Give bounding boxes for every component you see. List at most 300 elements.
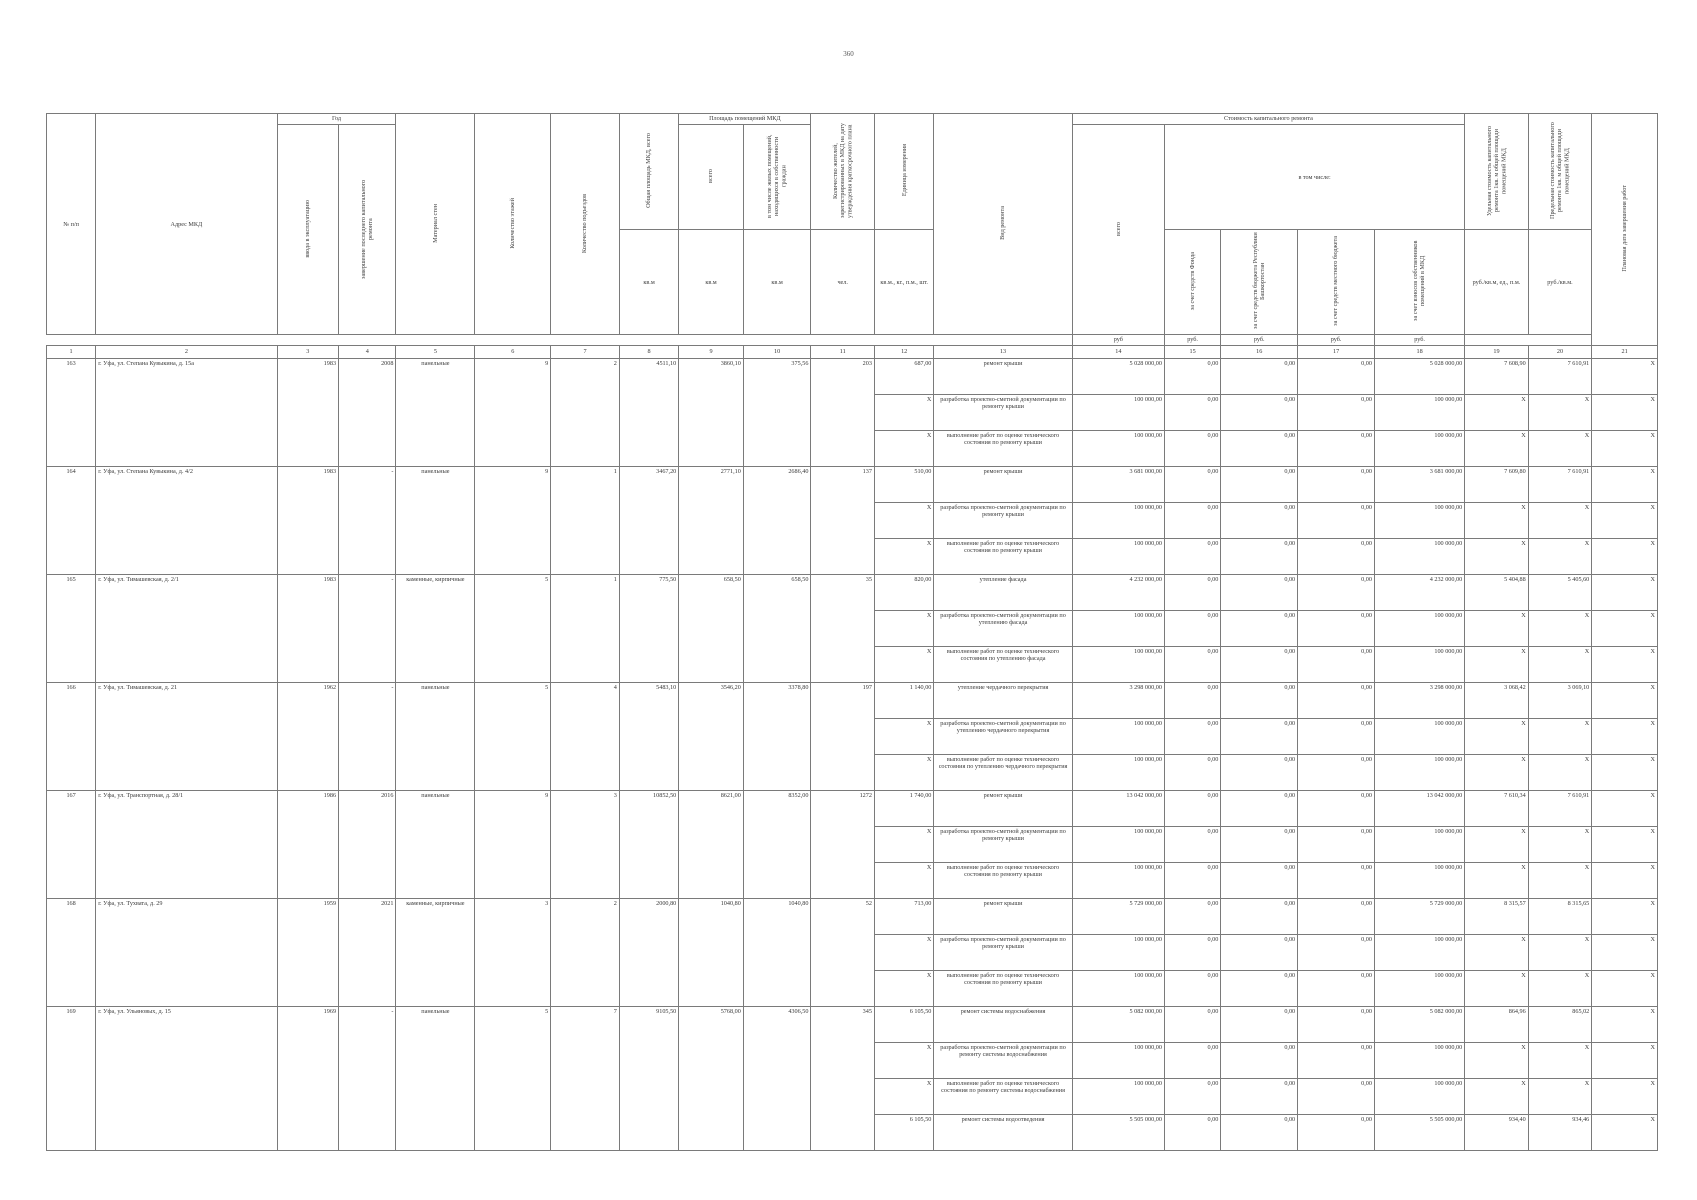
cost-fund: 0,00	[1164, 862, 1220, 898]
column-number: 19	[1465, 345, 1529, 358]
rooms-residential: 8352,00	[743, 790, 811, 898]
repair-type: разработка проектно-сметной документации по ремонту системы водоснабжения	[934, 1042, 1072, 1078]
residents-count: 35	[811, 574, 875, 682]
specific-cost: X	[1465, 1042, 1529, 1078]
cost-local: 0,00	[1298, 1042, 1375, 1078]
cost-owners: 100 000,00	[1374, 754, 1464, 790]
residents-count: 1272	[811, 790, 875, 898]
cost-owners: 100 000,00	[1374, 1042, 1464, 1078]
measure-value: X	[874, 538, 933, 574]
rooms-residential: 4306,50	[743, 1006, 811, 1150]
cost-total: 100 000,00	[1072, 538, 1164, 574]
repair-type: выполнение работ по оценке технического состояния по ремонту крыши	[934, 862, 1072, 898]
cost-total: 100 000,00	[1072, 754, 1164, 790]
measure-value: X	[874, 610, 933, 646]
house-address: г. Уфа, ул. Тухвата, д. 29	[96, 898, 277, 1006]
cost-owners: 100 000,00	[1374, 1078, 1464, 1114]
measure-value: X	[874, 934, 933, 970]
year-commission: 1983	[277, 358, 338, 466]
year-last-repair: -	[339, 682, 396, 790]
header-address: Адрес МКД	[96, 114, 277, 335]
repair-type: утепление фасада	[934, 574, 1072, 610]
house-address: г. Уфа, ул. Степана Кувыкина, д. 4/2	[96, 466, 277, 574]
cost-total: 100 000,00	[1072, 610, 1164, 646]
column-number: 15	[1164, 345, 1220, 358]
house-number: 168	[47, 898, 96, 1006]
repair-type: ремонт системы водоснабжения	[934, 1006, 1072, 1042]
planned-date: X	[1592, 682, 1658, 718]
cost-local: 0,00	[1298, 646, 1375, 682]
cost-total: 100 000,00	[1072, 646, 1164, 682]
measure-value: X	[874, 1042, 933, 1078]
column-number: 20	[1528, 345, 1592, 358]
planned-date: X	[1592, 826, 1658, 862]
repair-type: выполнение работ по оценке технического состояния по утеплению чердачного перекрытия	[934, 754, 1072, 790]
planned-date: X	[1592, 358, 1658, 394]
cost-republic: 0,00	[1221, 1006, 1298, 1042]
entrances-count: 1	[551, 574, 620, 682]
year-commission: 1959	[277, 898, 338, 1006]
header-year-group: Год	[277, 114, 396, 125]
cost-total: 5 729 000,00	[1072, 898, 1164, 934]
max-cost: X	[1528, 1042, 1592, 1078]
cost-republic: 0,00	[1221, 790, 1298, 826]
cost-owners: 5 082 000,00	[1374, 1006, 1464, 1042]
cost-local: 0,00	[1298, 1114, 1375, 1150]
cost-local: 0,00	[1298, 862, 1375, 898]
cost-total: 100 000,00	[1072, 1042, 1164, 1078]
house-address: г. Уфа, ул. Ульяновых, д. 15	[96, 1006, 277, 1150]
header-rooms-area-group: Площадь помещений МКД	[679, 114, 811, 125]
column-number: 12	[874, 345, 933, 358]
cost-fund: 0,00	[1164, 790, 1220, 826]
repair-type: разработка проектно-сметной документации по ремонту крыши	[934, 826, 1072, 862]
cost-local: 0,00	[1298, 1078, 1375, 1114]
cost-total: 5 028 000,00	[1072, 358, 1164, 394]
table-row	[47, 466, 1658, 502]
cost-local: 0,00	[1298, 394, 1375, 430]
rooms-residential: 658,50	[743, 574, 811, 682]
cost-local: 0,00	[1298, 934, 1375, 970]
cost-fund: 0,00	[1164, 466, 1220, 502]
header-cost-group: Стоимость капитального ремонта	[1072, 114, 1464, 125]
specific-cost: X	[1465, 934, 1529, 970]
total-area: 5483,10	[619, 682, 678, 790]
measure-value: X	[874, 826, 933, 862]
house-number: 166	[47, 682, 96, 790]
cost-republic: 0,00	[1221, 574, 1298, 610]
cost-local: 0,00	[1298, 466, 1375, 502]
cost-fund: 0,00	[1164, 1006, 1220, 1042]
max-cost: X	[1528, 538, 1592, 574]
cost-total: 4 232 000,00	[1072, 574, 1164, 610]
cost-fund: 0,00	[1164, 826, 1220, 862]
max-cost: 3 069,10	[1528, 682, 1592, 718]
max-cost: X	[1528, 754, 1592, 790]
planned-date: X	[1592, 754, 1658, 790]
cost-local: 0,00	[1298, 502, 1375, 538]
max-cost: X	[1528, 1078, 1592, 1114]
measure-value: 1 740,00	[874, 790, 933, 826]
max-cost: 5 405,60	[1528, 574, 1592, 610]
cost-total: 100 000,00	[1072, 826, 1164, 862]
table-row	[47, 682, 1658, 718]
year-commission: 1969	[277, 1006, 338, 1150]
cost-republic: 0,00	[1221, 358, 1298, 394]
house-address: г. Уфа, ул. Тимашевская, д. 2/1	[96, 574, 277, 682]
cost-total: 3 298 000,00	[1072, 682, 1164, 718]
header-repair-type: Вид ремонта	[934, 114, 1072, 335]
cost-owners: 100 000,00	[1374, 646, 1464, 682]
cost-owners: 100 000,00	[1374, 610, 1464, 646]
year-last-repair: 2021	[339, 898, 396, 1006]
specific-cost: 8 315,57	[1465, 898, 1529, 934]
header-cost-incl: в том числе:	[1164, 125, 1464, 230]
unit-rub-total: руб	[1072, 335, 1164, 345]
header-total-area: Общая площадь МКД, всего	[619, 114, 678, 230]
column-number: 13	[934, 345, 1072, 358]
cost-republic: 0,00	[1221, 1078, 1298, 1114]
unit-max: руб./кв.м.	[1528, 230, 1592, 335]
specific-cost: 5 404,88	[1465, 574, 1529, 610]
planned-date: X	[1592, 610, 1658, 646]
cost-fund: 0,00	[1164, 646, 1220, 682]
repair-type: разработка проектно-сметной документации по ремонту крыши	[934, 394, 1072, 430]
specific-cost: X	[1465, 970, 1529, 1006]
header-cost-total: всего	[1072, 125, 1164, 335]
header-cost-owners: за счет взносов собственников помещений в МКД	[1374, 230, 1464, 335]
header-year-commission: ввода в эксплуатацию	[277, 125, 338, 335]
table-row	[47, 898, 1658, 934]
rooms-residential: 2686,40	[743, 466, 811, 574]
cost-fund: 0,00	[1164, 1042, 1220, 1078]
max-cost: 8 315,65	[1528, 898, 1592, 934]
unit-rub-owners: руб.	[1374, 335, 1464, 345]
planned-date: X	[1592, 1078, 1658, 1114]
cost-total: 5 082 000,00	[1072, 1006, 1164, 1042]
repair-type: выполнение работ по оценке технического состояния по ремонту системы водоснабжения	[934, 1078, 1072, 1114]
rooms-residential: 375,56	[743, 358, 811, 466]
cost-republic: 0,00	[1221, 718, 1298, 754]
cost-total: 100 000,00	[1072, 430, 1164, 466]
cost-fund: 0,00	[1164, 430, 1220, 466]
measure-value: 1 140,00	[874, 682, 933, 718]
cost-local: 0,00	[1298, 790, 1375, 826]
floors-count: 5	[475, 682, 551, 790]
rooms-residential: 3378,80	[743, 682, 811, 790]
column-number: 4	[339, 345, 396, 358]
year-last-repair: 2008	[339, 358, 396, 466]
column-number: 17	[1298, 345, 1375, 358]
measure-value: 510,00	[874, 466, 933, 502]
cost-local: 0,00	[1298, 430, 1375, 466]
specific-cost: 864,96	[1465, 1006, 1529, 1042]
max-cost: X	[1528, 430, 1592, 466]
cost-total: 100 000,00	[1072, 862, 1164, 898]
cost-local: 0,00	[1298, 970, 1375, 1006]
total-area: 775,50	[619, 574, 678, 682]
max-cost: X	[1528, 826, 1592, 862]
cost-local: 0,00	[1298, 358, 1375, 394]
max-cost: X	[1528, 502, 1592, 538]
measure-value: X	[874, 430, 933, 466]
planned-date: X	[1592, 466, 1658, 502]
unit-rub-local: руб.	[1298, 335, 1375, 345]
cost-republic: 0,00	[1221, 394, 1298, 430]
entrances-count: 2	[551, 898, 620, 1006]
planned-date: X	[1592, 970, 1658, 1006]
cost-owners: 100 000,00	[1374, 394, 1464, 430]
wall-material: панельные	[396, 682, 475, 790]
repair-type: разработка проектно-сметной документации по ремонту крыши	[934, 502, 1072, 538]
header-floors: Количество этажей	[475, 114, 551, 335]
residents-count: 197	[811, 682, 875, 790]
repair-type: разработка проектно-сметной документации по утеплению фасада	[934, 610, 1072, 646]
cost-fund: 0,00	[1164, 610, 1220, 646]
header-rooms-total: всего	[679, 125, 744, 230]
cost-local: 0,00	[1298, 718, 1375, 754]
header-planned-date: Плановая дата завершения работ	[1592, 114, 1658, 346]
year-commission: 1983	[277, 574, 338, 682]
wall-material: панельные	[396, 790, 475, 898]
year-last-repair: -	[339, 1006, 396, 1150]
cost-total: 100 000,00	[1072, 502, 1164, 538]
max-cost: 7 610,91	[1528, 358, 1592, 394]
floors-count: 9	[475, 358, 551, 466]
measure-value: X	[874, 862, 933, 898]
year-last-repair: -	[339, 574, 396, 682]
cost-fund: 0,00	[1164, 898, 1220, 934]
measure-value: X	[874, 970, 933, 1006]
cost-republic: 0,00	[1221, 430, 1298, 466]
planned-date: X	[1592, 1042, 1658, 1078]
cost-fund: 0,00	[1164, 538, 1220, 574]
max-cost: 865,02	[1528, 1006, 1592, 1042]
repair-type: разработка проектно-сметной документации по ремонту крыши	[934, 934, 1072, 970]
planned-date: X	[1592, 574, 1658, 610]
header-residents: Количество жителей, зарегистрированных в МКД на дату утверждения краткосрочного плана	[811, 114, 875, 230]
max-cost: 7 610,91	[1528, 790, 1592, 826]
column-number: 1	[47, 345, 96, 358]
cost-local: 0,00	[1298, 682, 1375, 718]
planned-date: X	[1592, 538, 1658, 574]
specific-cost: X	[1465, 610, 1529, 646]
max-cost: X	[1528, 394, 1592, 430]
rooms-total: 2771,10	[679, 466, 744, 574]
house-number: 167	[47, 790, 96, 898]
cost-owners: 100 000,00	[1374, 934, 1464, 970]
floors-count: 5	[475, 574, 551, 682]
header-cost-fund: за счет средств Фонда	[1164, 230, 1220, 335]
max-cost: X	[1528, 970, 1592, 1006]
header-cost-republic: за счет средств бюджета Республики Башкортостан	[1221, 230, 1298, 335]
wall-material: каменные, кирпичные	[396, 898, 475, 1006]
house-number: 164	[47, 466, 96, 574]
cost-fund: 0,00	[1164, 934, 1220, 970]
cost-fund: 0,00	[1164, 1114, 1220, 1150]
measure-value: X	[874, 718, 933, 754]
column-number: 11	[811, 345, 875, 358]
cost-total: 3 681 000,00	[1072, 466, 1164, 502]
planned-date: X	[1592, 502, 1658, 538]
header-cost-local: за счет средств местного бюджета	[1298, 230, 1375, 335]
repair-type: ремонт крыши	[934, 898, 1072, 934]
floors-count: 3	[475, 898, 551, 1006]
wall-material: панельные	[396, 358, 475, 466]
unit-specific: руб./кв.м, ед., п.м.	[1465, 230, 1529, 335]
specific-cost: X	[1465, 502, 1529, 538]
table-row	[47, 1006, 1658, 1042]
measure-value: 687,00	[874, 358, 933, 394]
specific-cost: X	[1465, 826, 1529, 862]
column-number: 16	[1221, 345, 1298, 358]
cost-fund: 0,00	[1164, 394, 1220, 430]
table-row	[47, 358, 1658, 394]
cost-owners: 100 000,00	[1374, 862, 1464, 898]
cost-owners: 100 000,00	[1374, 970, 1464, 1006]
specific-cost: X	[1465, 718, 1529, 754]
planned-date: X	[1592, 1114, 1658, 1150]
wall-material: каменные, кирпичные	[396, 574, 475, 682]
cost-local: 0,00	[1298, 538, 1375, 574]
rooms-total: 3860,10	[679, 358, 744, 466]
cost-local: 0,00	[1298, 1006, 1375, 1042]
rooms-total: 5768,00	[679, 1006, 744, 1150]
unit-residents: чел.	[811, 230, 875, 335]
repair-type: ремонт системы водоотведения	[934, 1114, 1072, 1150]
planned-date: X	[1592, 790, 1658, 826]
cost-republic: 0,00	[1221, 934, 1298, 970]
cost-owners: 100 000,00	[1374, 430, 1464, 466]
column-number: 7	[551, 345, 620, 358]
table-row	[47, 574, 1658, 610]
unit-rooms-residential: кв.м	[743, 230, 811, 335]
total-area: 2000,80	[619, 898, 678, 1006]
total-area: 4511,10	[619, 358, 678, 466]
header-max-cost: Предельная стоимость капитального ремонта 1кв. м общей площади помещений МКД	[1528, 114, 1592, 230]
house-address: г. Уфа, ул. Тимашевская, д. 21	[96, 682, 277, 790]
planned-date: X	[1592, 862, 1658, 898]
header-entrances: Количество подъездов	[551, 114, 620, 335]
cost-republic: 0,00	[1221, 826, 1298, 862]
specific-cost: X	[1465, 754, 1529, 790]
planned-date: X	[1592, 898, 1658, 934]
entrances-count: 7	[551, 1006, 620, 1150]
cost-local: 0,00	[1298, 610, 1375, 646]
cost-republic: 0,00	[1221, 502, 1298, 538]
year-commission: 1986	[277, 790, 338, 898]
column-number: 6	[475, 345, 551, 358]
total-area: 9105,50	[619, 1006, 678, 1150]
cost-local: 0,00	[1298, 574, 1375, 610]
cost-owners: 13 042 000,00	[1374, 790, 1464, 826]
cost-local: 0,00	[1298, 826, 1375, 862]
cost-owners: 5 729 000,00	[1374, 898, 1464, 934]
cost-republic: 0,00	[1221, 646, 1298, 682]
cost-fund: 0,00	[1164, 754, 1220, 790]
table-body	[47, 358, 1658, 1150]
rooms-total: 3546,20	[679, 682, 744, 790]
header-number: № п/п	[47, 114, 96, 335]
wall-material: панельные	[396, 1006, 475, 1150]
floors-count: 5	[475, 1006, 551, 1150]
floors-count: 9	[475, 790, 551, 898]
max-cost: X	[1528, 610, 1592, 646]
planned-date: X	[1592, 1006, 1658, 1042]
cost-total: 100 000,00	[1072, 970, 1164, 1006]
repair-type: выполнение работ по оценке технического состояния по ремонту крыши	[934, 538, 1072, 574]
cost-total: 13 042 000,00	[1072, 790, 1164, 826]
cost-owners: 3 298 000,00	[1374, 682, 1464, 718]
cost-owners: 100 000,00	[1374, 502, 1464, 538]
max-cost: X	[1528, 646, 1592, 682]
house-address: г. Уфа, ул. Транспортная, д. 28/1	[96, 790, 277, 898]
house-number: 169	[47, 1006, 96, 1150]
residents-count: 137	[811, 466, 875, 574]
measure-value: X	[874, 502, 933, 538]
column-numbers-row	[47, 345, 1658, 358]
header-unit: Единица измерения	[874, 114, 933, 230]
cost-republic: 0,00	[1221, 538, 1298, 574]
max-cost: X	[1528, 862, 1592, 898]
cost-republic: 0,00	[1221, 1114, 1298, 1150]
repair-type: выполнение работ по оценке технического состояния по ремонту крыши	[934, 430, 1072, 466]
residents-count: 52	[811, 898, 875, 1006]
rooms-residential: 1040,80	[743, 898, 811, 1006]
cost-fund: 0,00	[1164, 502, 1220, 538]
header-wall: Материал стен	[396, 114, 475, 335]
cost-owners: 100 000,00	[1374, 826, 1464, 862]
unit-total-area: кв.м	[619, 230, 678, 335]
specific-cost: 3 068,42	[1465, 682, 1529, 718]
cost-owners: 5 505 000,00	[1374, 1114, 1464, 1150]
capital-repair-table	[46, 113, 1658, 1151]
house-number: 163	[47, 358, 96, 466]
max-cost: 7 610,91	[1528, 466, 1592, 502]
cost-total: 100 000,00	[1072, 1078, 1164, 1114]
column-number: 2	[96, 345, 277, 358]
header-year-last-repair: завершение последнего капитального ремонта	[339, 125, 396, 335]
measure-value: 713,00	[874, 898, 933, 934]
specific-cost: X	[1465, 430, 1529, 466]
unit-rooms-total: кв.м	[679, 230, 744, 335]
column-number: 9	[679, 345, 744, 358]
house-number: 165	[47, 574, 96, 682]
cost-republic: 0,00	[1221, 970, 1298, 1006]
cost-republic: 0,00	[1221, 862, 1298, 898]
max-cost: 934,46	[1528, 1114, 1592, 1150]
header-rooms-residential: в том числе жилых помещений, находящихся в собственности граждан	[743, 125, 811, 230]
cost-republic: 0,00	[1221, 1042, 1298, 1078]
measure-value: X	[874, 754, 933, 790]
page-number: 360	[843, 50, 854, 58]
column-number: 14	[1072, 345, 1164, 358]
header-specific-cost: Удельная стоимость капитального ремонта 1кв. м общей площади помещений МКД	[1465, 114, 1529, 230]
rooms-total: 1040,80	[679, 898, 744, 1006]
column-number: 3	[277, 345, 338, 358]
planned-date: X	[1592, 646, 1658, 682]
cost-fund: 0,00	[1164, 718, 1220, 754]
measure-value: X	[874, 646, 933, 682]
planned-date: X	[1592, 394, 1658, 430]
cost-total: 5 505 000,00	[1072, 1114, 1164, 1150]
specific-cost: 7 609,80	[1465, 466, 1529, 502]
cost-owners: 5 028 000,00	[1374, 358, 1464, 394]
house-address: г. Уфа, ул. Степана Кувыкина, д. 15а	[96, 358, 277, 466]
cost-owners: 3 681 000,00	[1374, 466, 1464, 502]
cost-total: 100 000,00	[1072, 934, 1164, 970]
repair-type: ремонт крыши	[934, 466, 1072, 502]
